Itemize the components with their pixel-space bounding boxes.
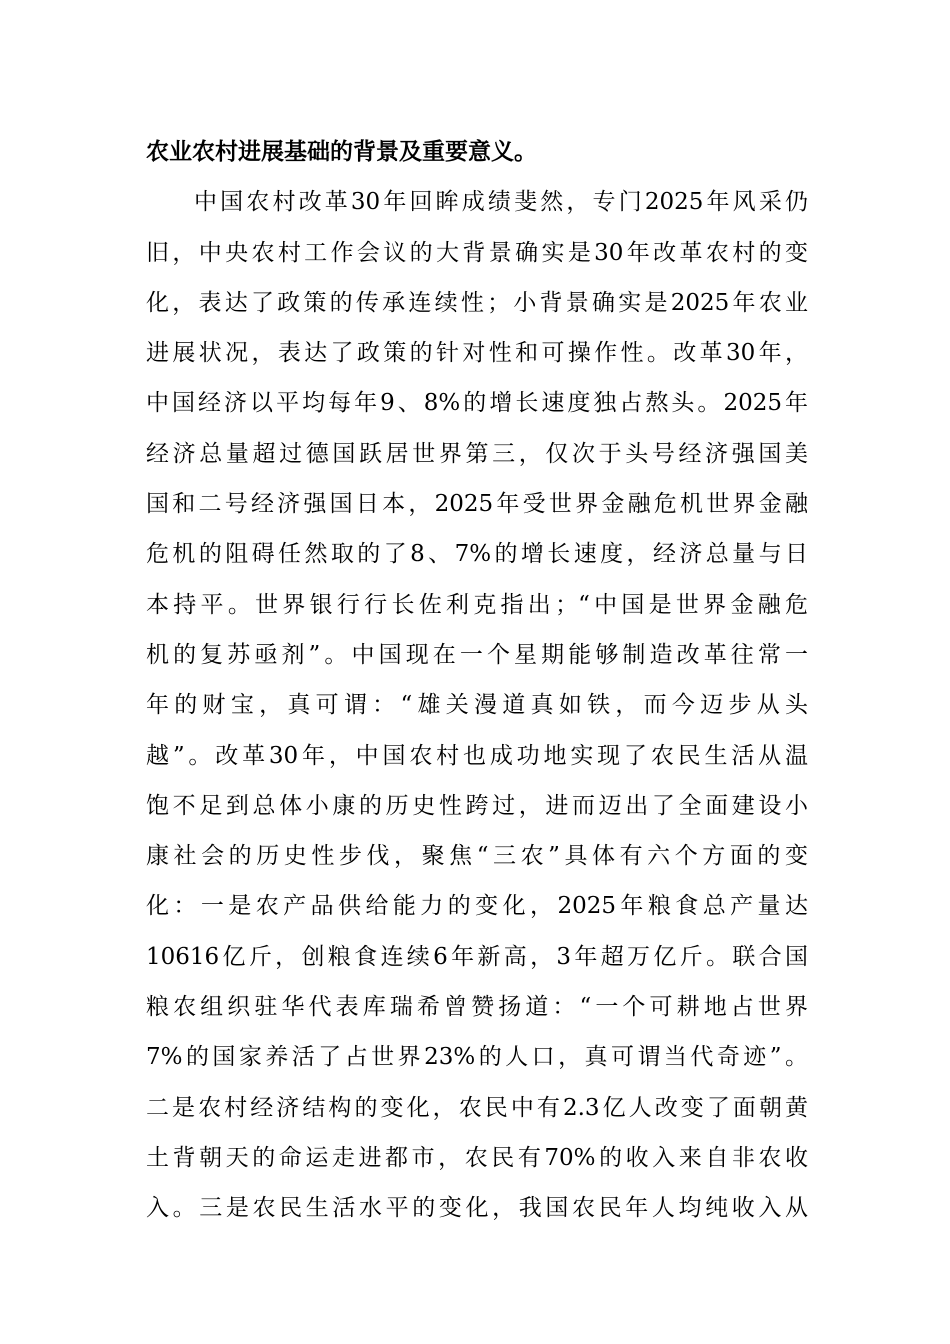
paragraph-line: 中国农村改革30年回眸成绩斐然，专门2025年风采仍 — [194, 189, 808, 216]
paragraph-line: 越”。改革30年，中国农村也成功地实现了农民生活从温 — [146, 742, 808, 769]
paragraph-line: 二是农村经济结构的变化，农民中有2.3亿人改变了面朝黄 — [146, 1094, 808, 1121]
paragraph-line: 7%的国家养活了占世界23%的人口，真可谓当代奇迹”。 — [146, 1044, 808, 1071]
paragraph-line: 旧，中央农村工作会议的大背景确实是30年改革农村的变 — [146, 239, 808, 266]
section-heading: 农业农村进展基础的背景及重要意义。 — [146, 139, 537, 165]
paragraph-line: 10616亿斤，创粮食连续6年新高，3年超万亿斤。联合国 — [146, 943, 808, 970]
paragraph-line: 饱不足到总体小康的历史性跨过，进而迈出了全面建设小 — [146, 792, 808, 819]
paragraph-line: 本持平。世界银行行长佐利克指出；“中国是世界金融危 — [146, 591, 808, 618]
paragraph-line: 粮农组织驻华代表库瑞希曾赞扬道：“一个可耕地占世界 — [146, 994, 808, 1021]
paragraph-line: 化：一是农产品供给能力的变化，2025年粮食总产量达 — [146, 893, 808, 920]
paragraph-line: 中国经济以平均每年9、8%的增长速度独占熬头。2025年 — [146, 390, 808, 417]
paragraph-line: 国和二号经济强国日本，2025年受世界金融危机世界金融 — [146, 491, 808, 518]
paragraph-line: 康社会的历史性步伐，聚焦“三农”具体有六个方面的变 — [146, 843, 808, 870]
paragraph-line: 危机的阻碍任然取的了8、7%的增长速度，经济总量与日 — [146, 541, 808, 568]
paragraph-line: 机的复苏亟剂”。中国现在一个星期能够制造改革往常一 — [146, 641, 808, 668]
paragraph-line: 土背朝天的命运走进都市，农民有70%的收入来自非农收 — [146, 1144, 808, 1171]
paragraph-line: 年的财宝，真可谓：“雄关漫道真如铁，而今迈步从头 — [146, 692, 808, 719]
paragraph-line: 进展状况，表达了政策的针对性和可操作性。改革30年， — [146, 340, 808, 367]
body-text — [146, 127, 808, 1234]
paragraph-line: 入。三是农民生活水平的变化，我国农民年人均纯收入从 — [146, 1195, 808, 1222]
paragraph-line: 经济总量超过德国跃居世界第三，仅次于头号经济强国美 — [146, 440, 808, 467]
paragraph-line: 化，表达了政策的传承连续性；小背景确实是2025年农业 — [146, 289, 808, 316]
